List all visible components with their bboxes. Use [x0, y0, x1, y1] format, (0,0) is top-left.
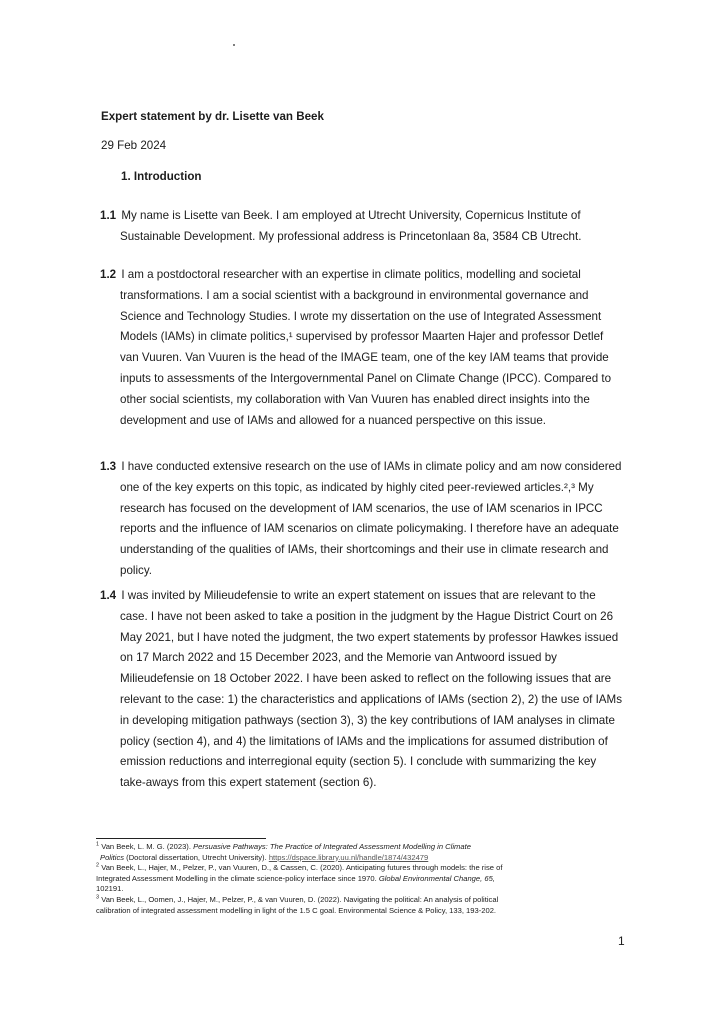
paragraph-text: relevant to the case: 1) the characteristics and applications of IAMs (section 2), 2) the use of IAMs [120, 692, 622, 706]
paragraph-text: I am a postdoctoral researcher with an expertise in climate politics, modelling and societal [121, 268, 581, 281]
paragraph-text: May 2021, but I have noted the judgment, the two expert statements by professor Hawkes issued [120, 630, 619, 644]
paragraph-text: Models (IAMs) in climate politics,¹ supervised by professor Maarten Hajer and professor Detlef [120, 330, 604, 344]
paragraph-line [100, 307, 640, 328]
footnote-2-cont: Integrated Assessment Modelling in the climate science-policy interface since 1970. Global Environmental Change, 65, [96, 873, 495, 883]
footnote-3-cont: calibration of integrated assessment modelling in light of the 1.5 C goal. Environmental Science & Policy, 133, 193-202. [96, 905, 497, 915]
page-number: 1 [618, 934, 625, 948]
paragraph-line [100, 732, 640, 753]
paragraph-line [100, 265, 640, 286]
paragraph-line [100, 648, 640, 669]
paragraph-line [100, 540, 640, 561]
paragraph-line [100, 519, 640, 540]
paragraph-line [100, 586, 640, 607]
paragraph-line [100, 390, 640, 411]
paragraph-line [100, 561, 640, 582]
paragraph-text: development and use of IAMs and allowed for a nuanced perspective on this issue. [120, 413, 547, 427]
paragraph-text: reports and the influence of IAM scenarios on climate policymaking. I therefore have an adequate [120, 522, 619, 536]
paragraph-line [100, 711, 640, 732]
paragraph-line [100, 669, 640, 690]
paragraph-line [100, 752, 640, 773]
paragraph-number: 1.3 [100, 460, 117, 473]
paragraph-text: take-aways from this expert statement (section 6). [120, 776, 377, 790]
paragraph-text: inputs to assessments of the Intergovernmental Panel on Climate Change (IPCC). Compared to [120, 371, 612, 385]
paragraph-line [100, 457, 640, 478]
paragraph-text: understanding of the qualities of IAMs, their shortcomings and their use in climate research and [120, 543, 609, 557]
paragraph-text: policy. [120, 563, 153, 577]
paragraph-text: I was invited by Milieudefensie to write an expert statement on issues that are relevant to the [121, 589, 596, 602]
paragraph-1-1 [100, 206, 640, 248]
paragraph-text: other social scientists, my collaboration with Van Vuuren has enabled direct insights into the [120, 392, 590, 406]
paragraph-text: emission reductions and interregional equity (section 5). I conclude with summarizing the key [120, 755, 597, 769]
scan-speck [233, 44, 235, 46]
paragraph-text: on 17 March 2022 and 15 December 2023, and the Memorie van Antwoord issued by [120, 651, 557, 665]
paragraph-line [100, 628, 640, 649]
paragraph-text: research has focused on the development of IAM scenarios, the use of IAM scenarios in IPCC [120, 501, 603, 515]
paragraph-line [100, 206, 640, 227]
paragraph-line [100, 286, 640, 307]
paragraph-text: Sustainable Development. My professional address is Princetonlaan 8a, 3584 CB Utrecht. [120, 229, 582, 243]
dissertation-link[interactable]: https://dspace.library.uu.nl/handle/1874/432479 [268, 852, 429, 862]
paragraph-text: van Vuuren. Van Vuuren is the head of the IMAGE team, one of the key IAM teams that provide [120, 351, 609, 365]
paragraph-number: 1.1 [100, 209, 117, 222]
paragraph-number: 1.4 [100, 589, 117, 602]
paragraph-line [100, 348, 640, 369]
document-title: Expert statement by dr. Lisette van Beek [101, 110, 324, 123]
paragraph-line [100, 327, 640, 348]
paragraph-line [100, 773, 640, 794]
document-date: 29 Feb 2024 [101, 139, 167, 152]
footnotes [96, 842, 636, 916]
paragraph-text: policy (section 4), and 4) the limitations of IAMs and the implications for assumed distribution of [120, 734, 608, 748]
paragraph-text: case. I have not been asked to take a position in the judgment by the Hague District Court on 26 [120, 609, 614, 623]
paragraph-line [100, 690, 640, 711]
footnote-2: $^2$ Van Beek, L., Hajer, M., Pelzer, P., van Vuuren, D., & Cassen, C. (2020). Anticipating futures through models: the rise of [96, 862, 503, 873]
paragraph-text: Milieudefensie on 18 October 2022. I have been asked to reflect on the following issues that are [120, 672, 612, 686]
paragraph-1-4 [100, 586, 640, 794]
paragraph-text: I have conducted extensive research on the use of IAMs in climate policy and am now considered [121, 460, 622, 473]
footnote-separator [96, 838, 266, 839]
paragraph-line [100, 499, 640, 520]
footnote-2-cont2: 102191. [96, 884, 124, 894]
paragraph-1-3 [100, 457, 640, 582]
paragraph-text: transformations. I am a social scientist with a background in environmental governance and [120, 288, 589, 302]
paragraph-line [100, 227, 640, 248]
footnote-3: $^3$ Van Beek, L., Oomen, J., Hajer, M., Pelzer, P., & van Vuuren, D. (2022). Navigating the political: An analysis of political [96, 894, 499, 904]
section-heading: 1. Introduction [121, 170, 202, 183]
paragraph-line [100, 478, 640, 499]
footnote-1-cont: Politics (Doctoral dissertation, Utrecht University). https://dspace.library.uu.nl/handle/1874/432479 [100, 852, 429, 862]
paragraph-text: Science and Technology Studies. I wrote my dissertation on the use of Integrated Assessment [120, 309, 602, 323]
paragraph-1-2 [100, 265, 640, 431]
paragraph-text: in developing mitigation pathways (section 3), 3) the key contributions of IAM analyses in climate [120, 713, 615, 727]
footnote-1: $^1$ Van Beek, L. M. G. (2023). Persuasive Pathways: The Practice of Integrated Assessment Modelling in Climate [96, 841, 471, 851]
paragraph-text: one of the key experts on this topic, as indicated by highly cited peer-reviewed articles.²,³ My [120, 480, 594, 494]
paragraph-line [100, 369, 640, 390]
paragraph-text: My name is Lisette van Beek. I am employed at Utrecht University, Copernicus Institute of [121, 209, 581, 222]
paragraph-line [100, 607, 640, 628]
paragraph-number: 1.2 [100, 268, 117, 281]
paragraph-line [100, 411, 640, 432]
